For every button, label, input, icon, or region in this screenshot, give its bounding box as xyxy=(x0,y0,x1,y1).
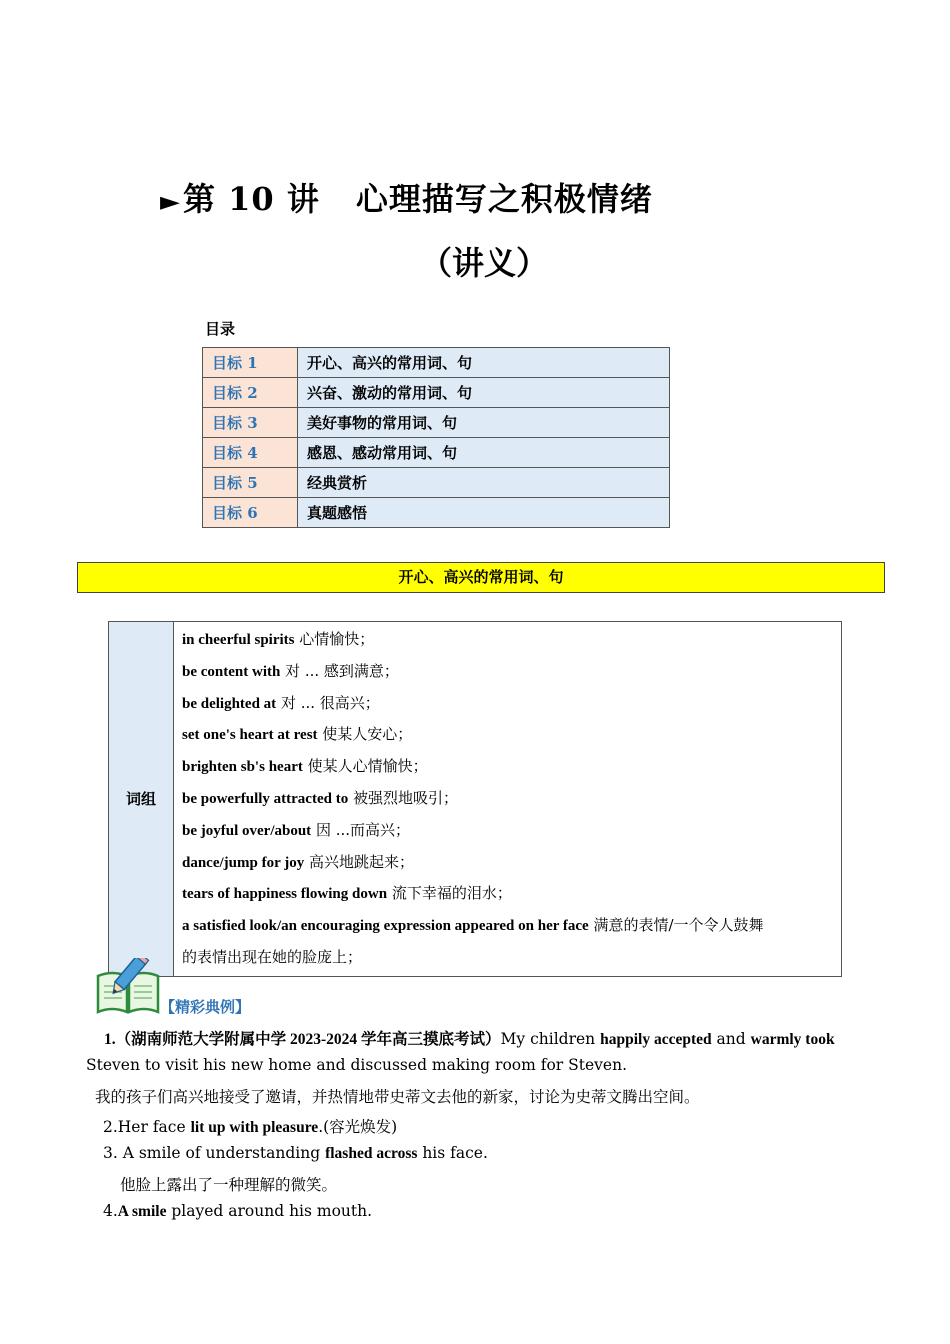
toc-topic[interactable]: 真题感悟 xyxy=(298,498,670,528)
toc-row xyxy=(203,348,670,378)
example-text: played around his mouth. xyxy=(166,1202,373,1220)
toc-goal[interactable]: 目标 3 xyxy=(203,408,298,438)
phrase-zh: 流下幸福的泪水； xyxy=(387,884,512,903)
phrase-en: be delighted at xyxy=(182,695,277,712)
example-3 xyxy=(103,1144,488,1163)
phrase-zh: 因 ...而高兴； xyxy=(311,820,411,839)
page-subtitle: （讲义） xyxy=(420,244,549,282)
example-keyword: lit up with pleasure xyxy=(190,1119,319,1136)
example-text: My children xyxy=(500,1030,601,1048)
toc-label: 目录 xyxy=(205,320,236,338)
toc-topic[interactable]: 美好事物的常用词、句 xyxy=(298,408,670,438)
book-pencil-icon xyxy=(96,958,160,1014)
phrase-en: dance/jump for joy xyxy=(182,854,305,871)
phrase-item xyxy=(182,656,833,688)
example-keyword: happily accepted xyxy=(600,1031,712,1048)
phrase-item xyxy=(182,751,833,783)
example-text: and xyxy=(711,1030,751,1048)
phrase-zh: 心情愉快； xyxy=(294,630,375,648)
phrase-category-label: 词组 xyxy=(109,622,174,977)
section-banner: 开心、高兴的常用词、句 xyxy=(77,562,885,593)
phrase-zh: 被强烈地吸引； xyxy=(348,788,458,807)
page-title xyxy=(160,174,653,220)
phrase-zh: 高兴地跳起来； xyxy=(304,852,415,871)
phrase-continuation: 的表情出现在她的脸庞上； xyxy=(182,947,363,966)
example-text: .(容光焕发) xyxy=(318,1118,398,1136)
phrase-zh: 对 ... 很高兴； xyxy=(276,693,380,712)
phrase-zh: 对 ... 感到满意； xyxy=(280,661,399,680)
phrase-en: be powerfully attracted to xyxy=(182,790,349,807)
toc-goal[interactable]: 目标 6 xyxy=(203,498,298,528)
toc-row xyxy=(203,468,670,498)
phrase-list xyxy=(174,622,842,977)
example-2 xyxy=(103,1115,397,1137)
example-1-translation: 我的孩子们高兴地接受了邀请，并热情地带史蒂文去他的新家，讨论为史蒂文腾出空间。 xyxy=(95,1088,700,1106)
example-keyword: A smile xyxy=(117,1203,167,1220)
toc-goal[interactable]: 目标 4 xyxy=(203,438,298,468)
phrase-table xyxy=(108,621,842,977)
phrase-en: in cheerful spirits xyxy=(182,632,295,648)
phrase-zh: 使某人安心； xyxy=(317,725,413,744)
example-keyword: warmly took xyxy=(750,1031,835,1048)
example-1-line2: Steven to visit his new home and discussed making room for Steven. xyxy=(86,1056,627,1074)
toc-table xyxy=(202,347,670,528)
example-1 xyxy=(104,1027,835,1049)
phrase-en: be joyful over/about xyxy=(182,822,312,839)
phrase-en: be content with xyxy=(182,663,281,680)
play-arrow-icon: ► xyxy=(160,187,181,217)
toc-topic[interactable]: 开心、高兴的常用词、句 xyxy=(298,348,670,378)
example-source: 1.（湖南师范大学附属中学 2023-2024 学年高三摸底考试） xyxy=(104,1031,501,1048)
phrase-item xyxy=(182,624,833,656)
phrase-item xyxy=(182,783,833,815)
example-text: 2.Her face xyxy=(103,1118,191,1136)
toc-row xyxy=(203,438,670,468)
phrase-item xyxy=(182,878,833,910)
phrase-item xyxy=(182,910,833,942)
phrase-zh: 使某人心情愉快； xyxy=(302,757,428,776)
toc-goal[interactable]: 目标 2 xyxy=(203,378,298,408)
phrase-en: a satisfied look/an encouraging expression appeared on her face xyxy=(182,918,589,935)
example-4 xyxy=(103,1202,372,1221)
toc-row xyxy=(203,378,670,408)
example-text: 3. A smile of understanding xyxy=(103,1144,326,1162)
toc-goal[interactable]: 目标 5 xyxy=(203,468,298,498)
phrase-item xyxy=(182,847,833,879)
examples-heading: 【精彩典例】 xyxy=(160,998,251,1016)
phrase-item xyxy=(182,719,833,751)
toc-goal[interactable]: 目标 1 xyxy=(203,348,298,378)
phrase-zh: 满意的表情/一个令人鼓舞 xyxy=(588,916,764,935)
toc-topic[interactable]: 经典赏析 xyxy=(298,468,670,498)
example-keyword: flashed across xyxy=(325,1145,418,1162)
example-text: his face. xyxy=(417,1144,488,1162)
toc-topic[interactable]: 兴奋、激动的常用词、句 xyxy=(298,378,670,408)
phrase-item xyxy=(182,815,833,847)
lecture-number: 第 10 讲 xyxy=(183,180,320,218)
phrase-en: brighten sb's heart xyxy=(182,759,303,776)
phrase-en: tears of happiness flowing down xyxy=(182,886,388,903)
example-3-translation: 他脸上露出了一种理解的微笑。 xyxy=(120,1176,338,1194)
toc-row xyxy=(203,408,670,438)
toc-row xyxy=(203,498,670,528)
lecture-topic: 心理描写之积极情绪 xyxy=(355,180,653,218)
example-text: 4. xyxy=(103,1202,118,1220)
toc-topic[interactable]: 感恩、感动常用词、句 xyxy=(298,438,670,468)
phrase-en: set one's heart at rest xyxy=(182,727,318,744)
phrase-item xyxy=(182,688,833,720)
